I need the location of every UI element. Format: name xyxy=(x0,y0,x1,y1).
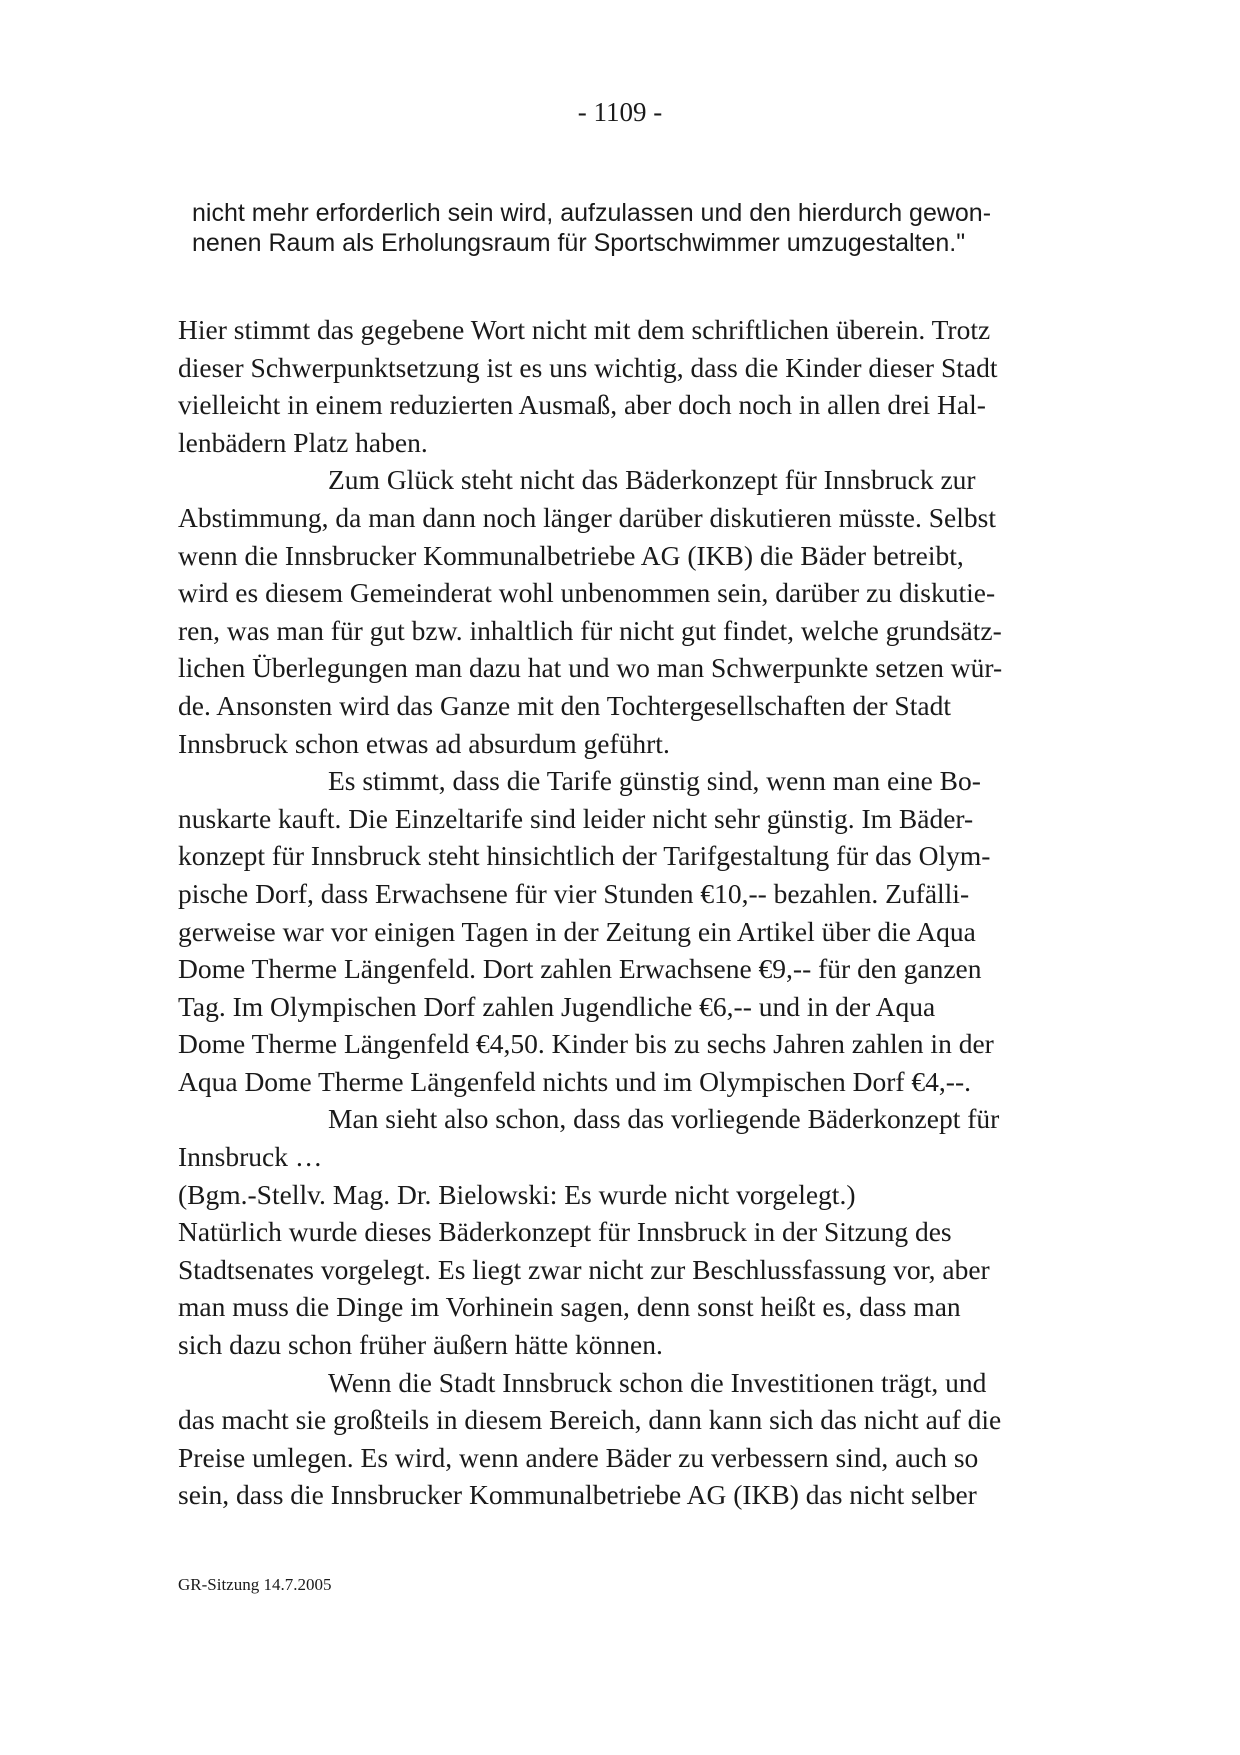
text-line: lichen Überlegungen man dazu hat und wo man Schwerpunkte setzen wür- xyxy=(178,652,1003,684)
text-line: sein, dass die Innsbrucker Kommunalbetriebe AG (IKB) das nicht selber xyxy=(178,1479,977,1511)
text-line: ren, was man für gut bzw. inhaltlich für nicht gut findet, welche grundsätz- xyxy=(178,614,1002,646)
text-line: man muss die Dinge im Vorhinein sagen, denn sonst heißt es, dass man xyxy=(178,1291,961,1323)
interjection-line: (Bgm.-Stellv. Mag. Dr. Bielowski: Es wurde nicht vorgelegt.) xyxy=(178,1178,856,1210)
text-line: Hier stimmt das gegebene Wort nicht mit dem schriftlichen überein. Trotz xyxy=(178,314,991,345)
quote-block xyxy=(192,198,1002,258)
text-line: wenn die Innsbrucker Kommunalbetriebe AG (IKB) die Bäder betreibt, xyxy=(178,539,964,571)
page-footer: GR-Sitzung 14.7.2005 xyxy=(178,1575,332,1594)
text-line: Stadtsenates vorgelegt. Es liegt zwar nicht zur Beschlussfassung vor, aber xyxy=(178,1253,990,1285)
quote-line: nenen Raum als Erholungsraum für Sportschwimmer umzugestalten." xyxy=(192,229,966,257)
text-line: Dome Therme Längenfeld €4,50. Kinder bis zu sechs Jahren zahlen in der xyxy=(178,1028,994,1060)
text-line: das macht sie großteils in diesem Bereich, dann kann sich das nicht auf die xyxy=(178,1404,1002,1436)
page-number: - 1109 - xyxy=(577,97,663,127)
text-line: dieser Schwerpunktsetzung ist es uns wichtig, dass die Kinder dieser Stadt xyxy=(178,351,998,383)
text-line: nuskarte kauft. Die Einzeltarife sind leider nicht sehr günstig. Im Bäder- xyxy=(178,802,974,834)
text-line: gerweise war vor einigen Tagen in der Zeitung ein Artikel über die Aqua xyxy=(178,915,976,947)
text-line: Innsbruck schon etwas ad absurdum geführt. xyxy=(178,727,670,759)
text-line: Preise umlegen. Es wird, wenn andere Bäder zu verbessern sind, auch so xyxy=(178,1441,979,1473)
text-line: lenbädern Platz haben. xyxy=(178,426,428,458)
quote-line: nicht mehr erforderlich sein wird, aufzulassen und den hierdurch gewon- xyxy=(192,199,992,227)
text-line: Innsbruck … xyxy=(178,1141,323,1173)
paragraph-start-line: Es stimmt, dass die Tarife günstig sind, wenn man eine Bo- xyxy=(328,765,981,797)
text-line: Abstimmung, da man dann noch länger darüber diskutieren müsste. Selbst xyxy=(178,501,996,533)
text-line: vielleicht in einem reduzierten Ausmaß, aber doch noch in allen drei Hal- xyxy=(178,389,986,421)
text-line: pische Dorf, dass Erwachsene für vier Stunden €10,-- bezahlen. Zufälli- xyxy=(178,877,970,909)
body-text xyxy=(178,311,1058,1514)
text-line: konzept für Innsbruck steht hinsichtlich der Tarifgestaltung für das Olym- xyxy=(178,840,991,872)
text-line: sich dazu schon früher äußern hätte können. xyxy=(178,1329,663,1361)
text-line: Dome Therme Längenfeld. Dort zahlen Erwachsene €9,-- für den ganzen xyxy=(178,953,982,985)
paragraph-start-line: Zum Glück steht nicht das Bäderkonzept für Innsbruck zur xyxy=(328,464,976,496)
text-line: Natürlich wurde dieses Bäderkonzept für Innsbruck in der Sitzung des xyxy=(178,1216,952,1248)
paragraph-start-line: Man sieht also schon, dass das vorliegende Bäderkonzept für xyxy=(328,1103,1000,1135)
text-line: Aqua Dome Therme Längenfeld nichts und im Olympischen Dorf €4,--. xyxy=(178,1065,971,1097)
text-line: wird es diesem Gemeinderat wohl unbenommen sein, darüber zu diskutie- xyxy=(178,577,996,609)
text-line: Tag. Im Olympischen Dorf zahlen Jugendliche €6,-- und in der Aqua xyxy=(178,990,936,1022)
text-line: de. Ansonsten wird das Ganze mit den Tochtergesellschaften der Stadt xyxy=(178,689,951,721)
paragraph-start-line: Wenn die Stadt Innsbruck schon die Investitionen trägt, und xyxy=(328,1366,987,1398)
